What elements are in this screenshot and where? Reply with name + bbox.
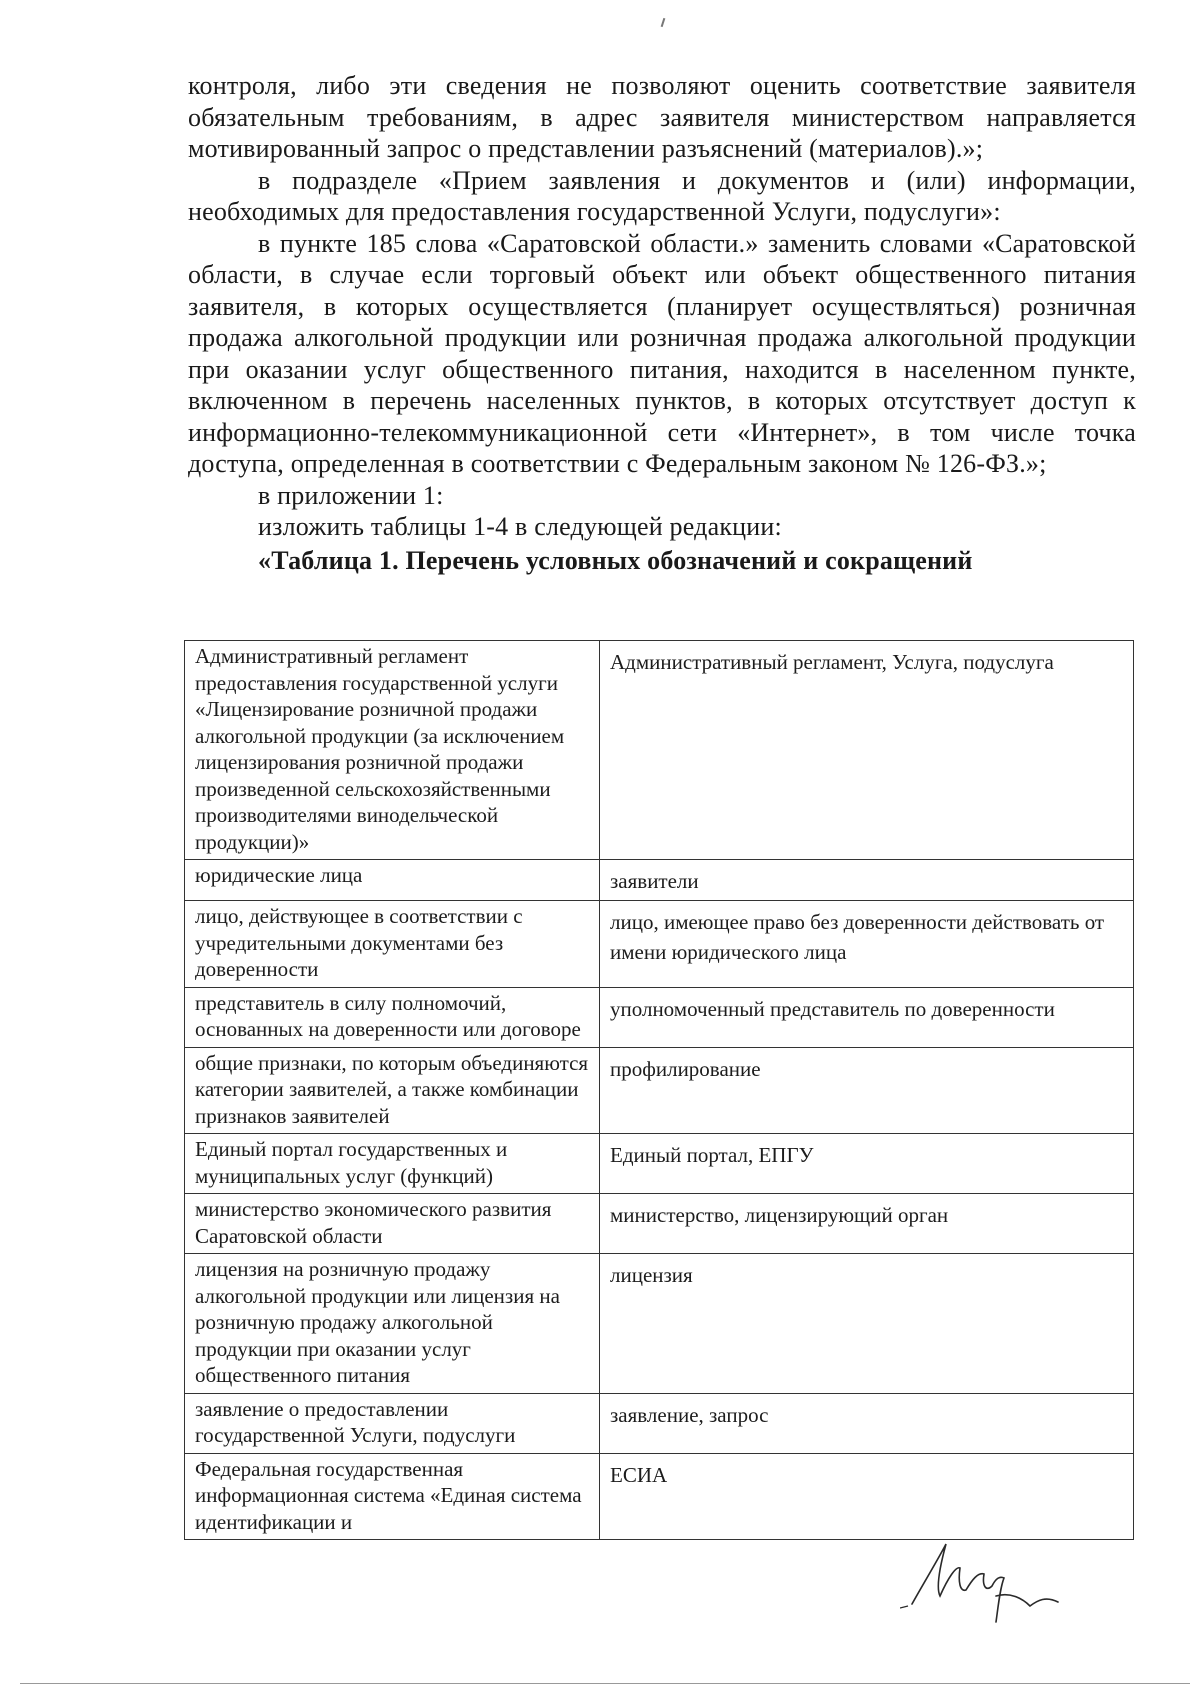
table-row	[185, 1047, 1134, 1134]
term-cell: Единый портал государственных и муниципальных услуг (функций)	[185, 1134, 600, 1194]
table-row	[185, 901, 1134, 988]
page-bottom-rule	[20, 1683, 1190, 1684]
paragraph-appendix: в приложении 1:	[258, 480, 444, 510]
abbr-cell: Единый портал, ЕПГУ	[600, 1134, 1134, 1194]
paragraph-tables: изложить таблицы 1-4 в следующей редакции:	[258, 512, 782, 541]
term-cell: юридические лица	[185, 860, 600, 901]
table-row	[185, 641, 1134, 860]
table-row	[185, 1194, 1134, 1254]
abbr-cell: заявление, запрос	[600, 1393, 1134, 1453]
paragraph-item-185: в пункте 185 слова «Саратовской области.» заменить словами «Саратовской области, в случае если торговый объект или объект общественного питания заявителя, в которых осуществляется (планирует осуществляться) розничная продажа алкогольной продукции или розничная продажа алкогольной продукции при оказании услуг общественного питания, находится в населенном пункте, включенном в перечень населенных пунктов, в которых отсутствует доступ к информационно-телекоммуникационной сети «Интернет», в том числе точка доступа, определенная в соответствии с Федеральным законом № 126-ФЗ.»;	[188, 228, 1136, 478]
table-row	[185, 860, 1134, 901]
abbr-cell: лицензия	[600, 1254, 1134, 1394]
scan-mark	[661, 18, 666, 27]
term-cell: лицо, действующее в соответствии с учредительными документами без доверенности	[185, 901, 600, 988]
abbr-cell: ЕСИА	[600, 1453, 1134, 1540]
term-cell: Административный регламент предоставления государственной услуги «Лицензирование розничной продажи алкогольной продукции (за исключением лицензирования розничной продажи произведенной сельскохозяйственными производителями винодельческой продукции)»	[185, 641, 600, 860]
handwritten-signature	[900, 1526, 1070, 1636]
term-cell: Федеральная государственная информационная система «Единая система идентификации и	[185, 1453, 600, 1540]
abbr-cell: профилирование	[600, 1047, 1134, 1134]
abbr-cell: лицо, имеющее право без доверенности действовать от имени юридического лица	[600, 901, 1134, 988]
table-row	[185, 1393, 1134, 1453]
paragraph-continuation: контроля, либо эти сведения не позволяют оценить соответствие заявителя обязательным требованиям, в адрес заявителя министерством направляется мотивированный запрос о представлении разъяснений (материалов).»;	[188, 71, 1136, 163]
term-cell: заявление о предоставлении государственной Услуги, подуслуги	[185, 1393, 600, 1453]
abbr-cell: уполномоченный представитель по доверенности	[600, 987, 1134, 1047]
abbreviations-table	[184, 640, 1134, 1540]
term-cell: представитель в силу полномочий, основанных на доверенности или договоре	[185, 987, 600, 1047]
table-row	[185, 1134, 1134, 1194]
term-cell: министерство экономического развития Саратовской области	[185, 1194, 600, 1254]
term-cell: лицензия на розничную продажу алкогольной продукции или лицензия на розничную продажу алкогольной продукции при оказании услуг общественного питания	[185, 1254, 600, 1394]
term-cell: общие признаки, по которым объединяются категории заявителей, а также комбинации признаков заявителей	[185, 1047, 600, 1134]
abbr-cell: министерство, лицензирующий орган	[600, 1194, 1134, 1254]
table-row	[185, 1254, 1134, 1394]
body-text	[188, 70, 1136, 576]
table-row	[185, 987, 1134, 1047]
table-title: «Таблица 1. Перечень условных обозначений и сокращений	[258, 545, 973, 575]
paragraph-subsection: в подразделе «Прием заявления и документов и (или) информации, необходимых для предоставления государственной Услуги, подуслуги»:	[188, 165, 1136, 226]
abbr-cell: Административный регламент, Услуга, подуслуга	[600, 641, 1134, 860]
abbr-cell: заявители	[600, 860, 1134, 901]
